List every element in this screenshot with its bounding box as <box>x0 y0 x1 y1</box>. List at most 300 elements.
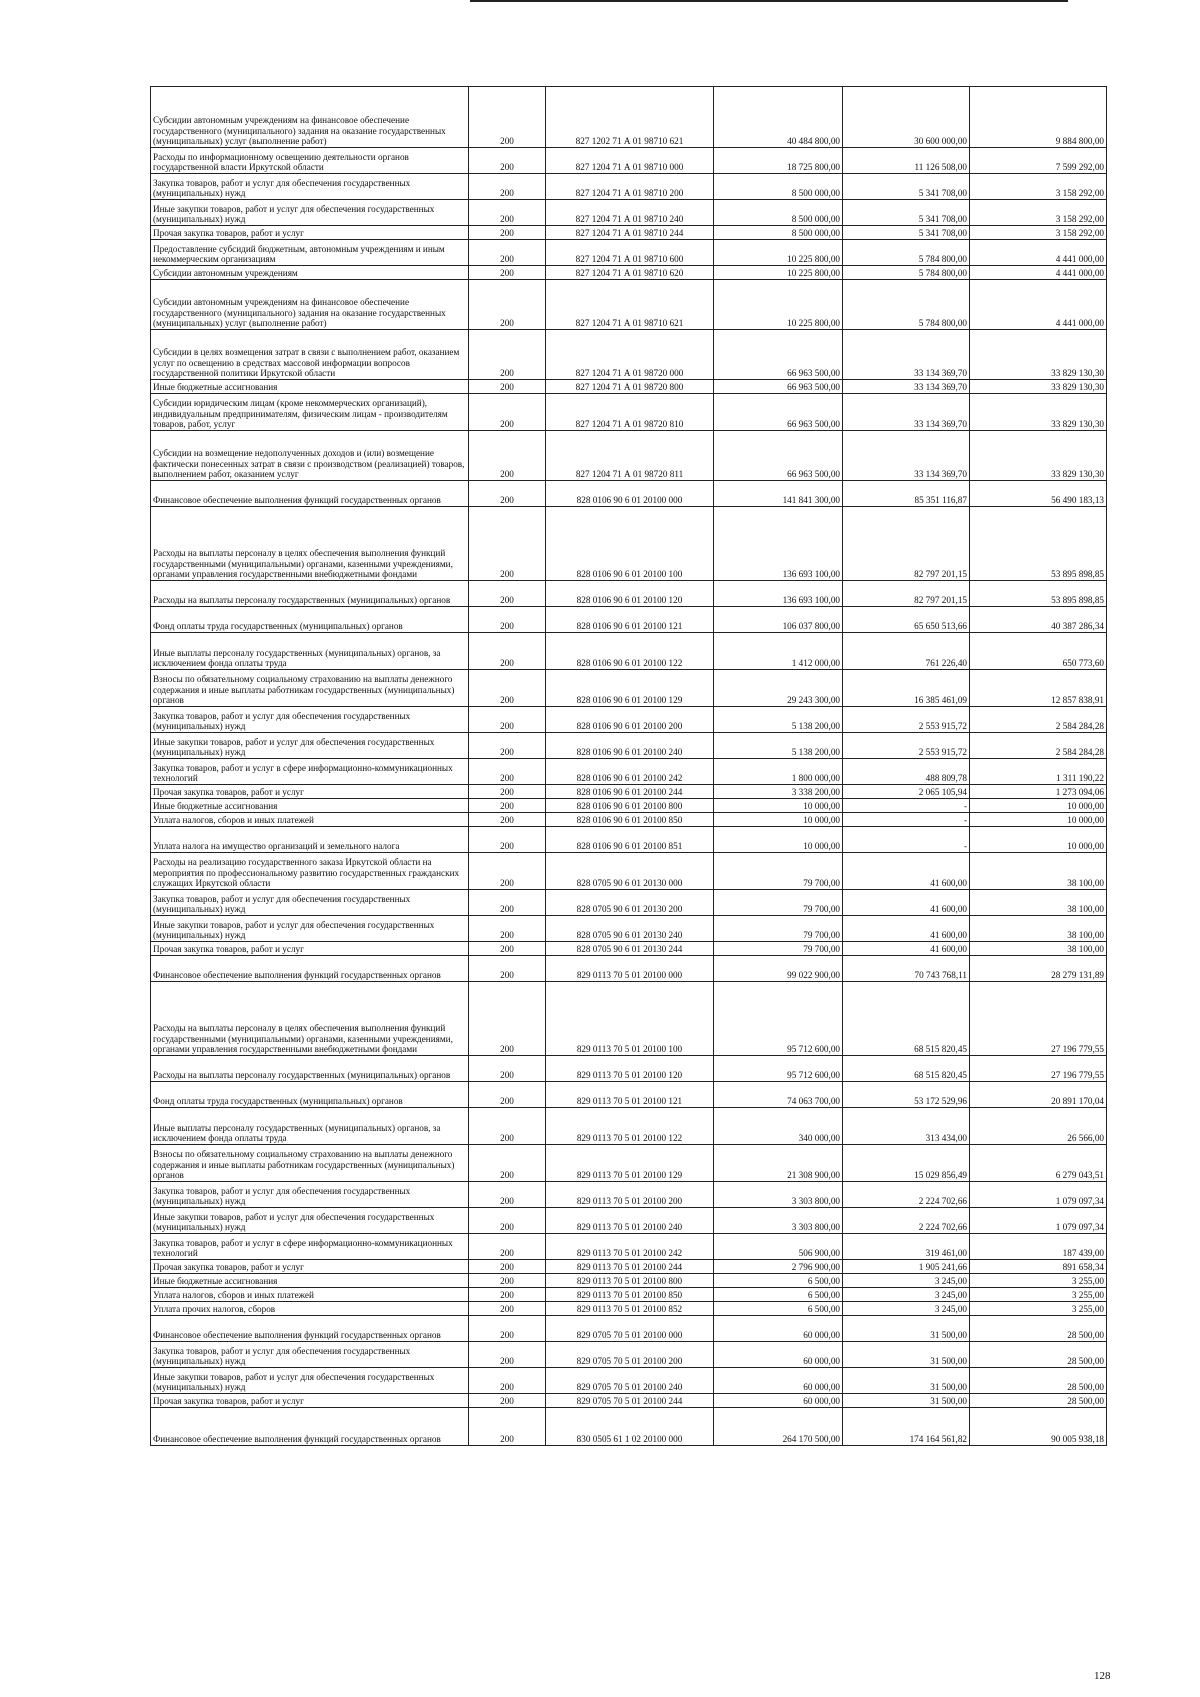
budget-classification-code-cell: 829 0705 70 5 01 20100 200 <box>546 1342 714 1368</box>
executed-amount-cell: 488 809,78 <box>843 759 970 785</box>
budget-classification-code-cell: 829 0705 70 5 01 20100 000 <box>546 1316 714 1342</box>
approved-amount-cell: 21 308 900,00 <box>714 1145 843 1182</box>
unexecuted-amount-cell: 1 311 190,22 <box>970 759 1107 785</box>
unexecuted-amount-cell: 3 158 292,00 <box>970 174 1107 200</box>
line-code-cell: 200 <box>469 200 546 226</box>
table-row <box>151 1408 1107 1446</box>
approved-amount-cell: 8 500 000,00 <box>714 174 843 200</box>
table-row <box>151 707 1107 733</box>
unexecuted-amount-cell: 53 895 898,85 <box>970 581 1107 607</box>
line-code-cell: 200 <box>469 330 546 380</box>
approved-amount-cell: 10 000,00 <box>714 827 843 853</box>
expense-name-cell: Иные закупки товаров, работ и услуг для обеспечения государственных (муниципальных) нужд <box>151 200 469 226</box>
expense-name-cell: Субсидии автономным учреждениям на финансовое обеспечение государственного (муниципального) задания на оказание государственных (муниципальных) услуг (выполнение работ) <box>151 87 469 148</box>
executed-amount-cell: 82 797 201,15 <box>843 581 970 607</box>
approved-amount-cell: 6 500,00 <box>714 1288 843 1302</box>
expense-name-cell: Фонд оплаты труда государственных (муниципальных) органов <box>151 1082 469 1108</box>
executed-amount-cell: - <box>843 813 970 827</box>
executed-amount-cell: 33 134 369,70 <box>843 394 970 431</box>
line-code-cell: 200 <box>469 1316 546 1342</box>
line-code-cell: 200 <box>469 1342 546 1368</box>
expense-name-cell: Расходы на реализацию государственного заказа Иркутской области на мероприятия по профессиональному развитию государственных гражданских служащих Иркутской области <box>151 853 469 890</box>
expense-name-cell: Расходы на выплаты персоналу в целях обеспечения выполнения функций государственными (муниципальными) органами, казенными учреждениями, органами управления государственными внебюджетными фондами <box>151 982 469 1056</box>
executed-amount-cell: 5 341 708,00 <box>843 226 970 240</box>
unexecuted-amount-cell: 4 441 000,00 <box>970 240 1107 266</box>
budget-classification-code-cell: 829 0113 70 5 01 20100 242 <box>546 1234 714 1260</box>
executed-amount-cell: 30 600 000,00 <box>843 87 970 148</box>
line-code-cell: 200 <box>469 733 546 759</box>
expense-name-cell: Фонд оплаты труда государственных (муниципальных) органов <box>151 607 469 633</box>
table-row <box>151 1108 1107 1145</box>
budget-classification-code-cell: 829 0113 70 5 01 20100 850 <box>546 1288 714 1302</box>
table-row <box>151 1082 1107 1108</box>
unexecuted-amount-cell: 1 079 097,34 <box>970 1182 1107 1208</box>
budget-classification-code-cell: 827 1204 71 А 01 98710 000 <box>546 148 714 174</box>
approved-amount-cell: 10 000,00 <box>714 799 843 813</box>
approved-amount-cell: 141 841 300,00 <box>714 481 843 507</box>
budget-classification-code-cell: 830 0505 61 1 02 20100 000 <box>546 1408 714 1446</box>
executed-amount-cell: 1 905 241,66 <box>843 1260 970 1274</box>
approved-amount-cell: 29 243 300,00 <box>714 670 843 707</box>
expense-name-cell: Финансовое обеспечение выполнения функций государственных органов <box>151 1316 469 1342</box>
executed-amount-cell: 31 500,00 <box>843 1394 970 1408</box>
executed-amount-cell: 761 226,40 <box>843 633 970 670</box>
table-row <box>151 380 1107 394</box>
budget-classification-code-cell: 827 1202 71 А 01 98710 621 <box>546 87 714 148</box>
executed-amount-cell: 5 784 800,00 <box>843 266 970 280</box>
unexecuted-amount-cell: 10 000,00 <box>970 799 1107 813</box>
approved-amount-cell: 5 138 200,00 <box>714 733 843 759</box>
budget-classification-code-cell: 829 0113 70 5 01 20100 000 <box>546 956 714 982</box>
expense-name-cell: Уплата налогов, сборов и иных платежей <box>151 1288 469 1302</box>
budget-classification-code-cell: 827 1204 71 А 01 98710 621 <box>546 280 714 330</box>
line-code-cell: 200 <box>469 581 546 607</box>
line-code-cell: 200 <box>469 240 546 266</box>
budget-classification-code-cell: 828 0106 90 6 01 20100 851 <box>546 827 714 853</box>
budget-classification-code-cell: 827 1204 71 А 01 98720 800 <box>546 380 714 394</box>
page-top-rule <box>470 0 1068 2</box>
expense-name-cell: Закупка товаров, работ и услуг для обеспечения государственных (муниципальных) нужд <box>151 890 469 916</box>
executed-amount-cell: - <box>843 799 970 813</box>
table-row <box>151 240 1107 266</box>
unexecuted-amount-cell: 650 773,60 <box>970 633 1107 670</box>
executed-amount-cell: 5 341 708,00 <box>843 174 970 200</box>
expense-name-cell: Прочая закупка товаров, работ и услуг <box>151 1394 469 1408</box>
expense-name-cell: Иные закупки товаров, работ и услуг для обеспечения государственных (муниципальных) нужд <box>151 1208 469 1234</box>
unexecuted-amount-cell: 53 895 898,85 <box>970 507 1107 581</box>
line-code-cell: 200 <box>469 431 546 481</box>
executed-amount-cell: 41 600,00 <box>843 942 970 956</box>
line-code-cell: 200 <box>469 799 546 813</box>
table-row <box>151 633 1107 670</box>
expense-name-cell: Финансовое обеспечение выполнения функций государственных органов <box>151 481 469 507</box>
executed-amount-cell: - <box>843 827 970 853</box>
table-row <box>151 1274 1107 1288</box>
expense-name-cell: Иные бюджетные ассигнования <box>151 380 469 394</box>
unexecuted-amount-cell: 6 279 043,51 <box>970 1145 1107 1182</box>
expense-name-cell: Субсидии на возмещение недополученных доходов и (или) возмещение фактически понесенных затрат в связи с производством (реализацией) товаров, выполнением работ, оказанием услуг <box>151 431 469 481</box>
unexecuted-amount-cell: 3 255,00 <box>970 1288 1107 1302</box>
unexecuted-amount-cell: 3 255,00 <box>970 1274 1107 1288</box>
budget-classification-code-cell: 829 0113 70 5 01 20100 244 <box>546 1260 714 1274</box>
line-code-cell: 200 <box>469 1302 546 1316</box>
executed-amount-cell: 2 553 915,72 <box>843 707 970 733</box>
expense-name-cell: Субсидии юридическим лицам (кроме некоммерческих организаций), индивидуальным предпринимателям, физическим лицам - производителям товаров, работ, услуг <box>151 394 469 431</box>
approved-amount-cell: 60 000,00 <box>714 1342 843 1368</box>
line-code-cell: 200 <box>469 707 546 733</box>
line-code-cell: 200 <box>469 1394 546 1408</box>
budget-classification-code-cell: 827 1204 71 А 01 98720 810 <box>546 394 714 431</box>
line-code-cell: 200 <box>469 266 546 280</box>
budget-classification-code-cell: 828 0106 90 6 01 20100 121 <box>546 607 714 633</box>
expense-name-cell: Прочая закупка товаров, работ и услуг <box>151 1260 469 1274</box>
table-row <box>151 890 1107 916</box>
expense-name-cell: Иные бюджетные ассигнования <box>151 799 469 813</box>
line-code-cell: 200 <box>469 1368 546 1394</box>
table-row <box>151 1056 1107 1082</box>
table-row <box>151 1182 1107 1208</box>
budget-classification-code-cell: 828 0705 90 6 01 20130 000 <box>546 853 714 890</box>
expense-name-cell: Расходы по информационному освещению деятельности органов государственной власти Иркутской области <box>151 148 469 174</box>
expense-name-cell: Расходы на выплаты персоналу в целях обеспечения выполнения функций государственными (муниципальными) органами, казенными учреждениями, органами управления государственными внебюджетными фондами <box>151 507 469 581</box>
approved-amount-cell: 10 225 800,00 <box>714 240 843 266</box>
expense-name-cell: Иные бюджетные ассигнования <box>151 1274 469 1288</box>
budget-classification-code-cell: 827 1204 71 А 01 98710 200 <box>546 174 714 200</box>
table-row <box>151 200 1107 226</box>
expense-name-cell: Уплата налога на имущество организаций и земельного налога <box>151 827 469 853</box>
executed-amount-cell: 68 515 820,45 <box>843 982 970 1056</box>
expense-name-cell: Иные выплаты персоналу государственных (муниципальных) органов, за исключением фонда оплаты труда <box>151 633 469 670</box>
line-code-cell: 200 <box>469 226 546 240</box>
budget-classification-code-cell: 827 1204 71 А 01 98710 600 <box>546 240 714 266</box>
line-code-cell: 200 <box>469 380 546 394</box>
expense-name-cell: Прочая закупка товаров, работ и услуг <box>151 785 469 799</box>
table-row <box>151 330 1107 380</box>
expense-name-cell: Взносы по обязательному социальному страхованию на выплаты денежного содержания и иные выплаты работникам государственных (муниципальных) органов <box>151 1145 469 1182</box>
budget-classification-code-cell: 829 0113 70 5 01 20100 200 <box>546 1182 714 1208</box>
unexecuted-amount-cell: 33 829 130,30 <box>970 394 1107 431</box>
line-code-cell: 200 <box>469 785 546 799</box>
budget-classification-code-cell: 828 0106 90 6 01 20100 244 <box>546 785 714 799</box>
executed-amount-cell: 5 341 708,00 <box>843 200 970 226</box>
unexecuted-amount-cell: 891 658,34 <box>970 1260 1107 1274</box>
approved-amount-cell: 136 693 100,00 <box>714 581 843 607</box>
executed-amount-cell: 5 784 800,00 <box>843 280 970 330</box>
approved-amount-cell: 60 000,00 <box>714 1368 843 1394</box>
table-row <box>151 916 1107 942</box>
approved-amount-cell: 18 725 800,00 <box>714 148 843 174</box>
approved-amount-cell: 95 712 600,00 <box>714 982 843 1056</box>
line-code-cell: 200 <box>469 1056 546 1082</box>
table-row <box>151 1302 1107 1316</box>
budget-classification-code-cell: 828 0106 90 6 01 20100 850 <box>546 813 714 827</box>
expense-name-cell: Закупка товаров, работ и услуг в сфере информационно-коммуникационных технологий <box>151 759 469 785</box>
executed-amount-cell: 33 134 369,70 <box>843 380 970 394</box>
line-code-cell: 200 <box>469 853 546 890</box>
expense-name-cell: Субсидии автономным учреждениям на финансовое обеспечение государственного (муниципального) задания на оказание государственных (муниципальных) услуг (выполнение работ) <box>151 280 469 330</box>
approved-amount-cell: 506 900,00 <box>714 1234 843 1260</box>
table-row <box>151 942 1107 956</box>
expense-name-cell: Финансовое обеспечение выполнения функций государственных органов <box>151 1408 469 1446</box>
budget-classification-code-cell: 829 0113 70 5 01 20100 240 <box>546 1208 714 1234</box>
executed-amount-cell: 2 065 105,94 <box>843 785 970 799</box>
approved-amount-cell: 1 800 000,00 <box>714 759 843 785</box>
line-code-cell: 200 <box>469 607 546 633</box>
unexecuted-amount-cell: 9 884 800,00 <box>970 87 1107 148</box>
line-code-cell: 200 <box>469 1208 546 1234</box>
budget-classification-code-cell: 829 0113 70 5 01 20100 129 <box>546 1145 714 1182</box>
executed-amount-cell: 41 600,00 <box>843 916 970 942</box>
approved-amount-cell: 99 022 900,00 <box>714 956 843 982</box>
approved-amount-cell: 66 963 500,00 <box>714 330 843 380</box>
approved-amount-cell: 2 796 900,00 <box>714 1260 843 1274</box>
budget-classification-code-cell: 827 1204 71 А 01 98710 240 <box>546 200 714 226</box>
approved-amount-cell: 79 700,00 <box>714 942 843 956</box>
budget-classification-code-cell: 828 0705 90 6 01 20130 200 <box>546 890 714 916</box>
unexecuted-amount-cell: 38 100,00 <box>970 853 1107 890</box>
approved-amount-cell: 60 000,00 <box>714 1316 843 1342</box>
table-row <box>151 853 1107 890</box>
approved-amount-cell: 66 963 500,00 <box>714 380 843 394</box>
expense-name-cell: Уплата прочих налогов, сборов <box>151 1302 469 1316</box>
unexecuted-amount-cell: 27 196 779,55 <box>970 982 1107 1056</box>
table-row <box>151 799 1107 813</box>
approved-amount-cell: 1 412 000,00 <box>714 633 843 670</box>
budget-classification-code-cell: 829 0705 70 5 01 20100 240 <box>546 1368 714 1394</box>
line-code-cell: 200 <box>469 759 546 785</box>
unexecuted-amount-cell: 38 100,00 <box>970 916 1107 942</box>
budget-classification-code-cell: 828 0705 90 6 01 20130 244 <box>546 942 714 956</box>
budget-classification-code-cell: 828 0106 90 6 01 20100 122 <box>546 633 714 670</box>
table-row <box>151 827 1107 853</box>
unexecuted-amount-cell: 20 891 170,04 <box>970 1082 1107 1108</box>
table-row <box>151 266 1107 280</box>
unexecuted-amount-cell: 90 005 938,18 <box>970 1408 1107 1446</box>
budget-classification-code-cell: 827 1204 71 А 01 98710 244 <box>546 226 714 240</box>
expense-name-cell: Закупка товаров, работ и услуг в сфере информационно-коммуникационных технологий <box>151 1234 469 1260</box>
unexecuted-amount-cell: 28 500,00 <box>970 1342 1107 1368</box>
expense-name-cell: Предоставление субсидий бюджетным, автономным учреждениям и иным некоммерческим организациям <box>151 240 469 266</box>
table-row <box>151 1145 1107 1182</box>
expense-name-cell: Субсидии в целях возмещения затрат в связи с выполнением работ, оказанием услуг по освещению в средствах массовой информации вопросов государственной политики Иркутской области <box>151 330 469 380</box>
line-code-cell: 200 <box>469 956 546 982</box>
unexecuted-amount-cell: 33 829 130,30 <box>970 431 1107 481</box>
line-code-cell: 200 <box>469 890 546 916</box>
budget-classification-code-cell: 828 0106 90 6 01 20100 000 <box>546 481 714 507</box>
expense-name-cell: Прочая закупка товаров, работ и услуг <box>151 942 469 956</box>
line-code-cell: 200 <box>469 1274 546 1288</box>
page-number: 128 <box>1094 1670 1111 1682</box>
expense-name-cell: Закупка товаров, работ и услуг для обеспечения государственных (муниципальных) нужд <box>151 174 469 200</box>
table-row <box>151 431 1107 481</box>
line-code-cell: 200 <box>469 174 546 200</box>
line-code-cell: 200 <box>469 982 546 1056</box>
budget-classification-code-cell: 829 0113 70 5 01 20100 852 <box>546 1302 714 1316</box>
budget-classification-code-cell: 828 0705 90 6 01 20130 240 <box>546 916 714 942</box>
approved-amount-cell: 40 484 800,00 <box>714 87 843 148</box>
executed-amount-cell: 33 134 369,70 <box>843 330 970 380</box>
table-row <box>151 733 1107 759</box>
unexecuted-amount-cell: 28 500,00 <box>970 1316 1107 1342</box>
executed-amount-cell: 5 784 800,00 <box>843 240 970 266</box>
expense-name-cell: Иные закупки товаров, работ и услуг для обеспечения государственных (муниципальных) нужд <box>151 916 469 942</box>
budget-classification-code-cell: 827 1204 71 А 01 98720 000 <box>546 330 714 380</box>
expense-name-cell: Расходы на выплаты персоналу государственных (муниципальных) органов <box>151 581 469 607</box>
executed-amount-cell: 65 650 513,66 <box>843 607 970 633</box>
unexecuted-amount-cell: 33 829 130,30 <box>970 380 1107 394</box>
budget-classification-code-cell: 829 0113 70 5 01 20100 800 <box>546 1274 714 1288</box>
executed-amount-cell: 2 553 915,72 <box>843 733 970 759</box>
executed-amount-cell: 16 385 461,09 <box>843 670 970 707</box>
approved-amount-cell: 79 700,00 <box>714 853 843 890</box>
unexecuted-amount-cell: 3 158 292,00 <box>970 226 1107 240</box>
table-row <box>151 1342 1107 1368</box>
table-row <box>151 481 1107 507</box>
approved-amount-cell: 10 225 800,00 <box>714 266 843 280</box>
table-row <box>151 507 1107 581</box>
line-code-cell: 200 <box>469 1145 546 1182</box>
line-code-cell: 200 <box>469 1108 546 1145</box>
expense-name-cell: Прочая закупка товаров, работ и услуг <box>151 226 469 240</box>
table-row <box>151 394 1107 431</box>
table-row <box>151 1368 1107 1394</box>
executed-amount-cell: 3 245,00 <box>843 1288 970 1302</box>
unexecuted-amount-cell: 3 255,00 <box>970 1302 1107 1316</box>
table-row <box>151 1316 1107 1342</box>
executed-amount-cell: 3 245,00 <box>843 1274 970 1288</box>
table-row <box>151 1394 1107 1408</box>
approved-amount-cell: 6 500,00 <box>714 1274 843 1288</box>
executed-amount-cell: 319 461,00 <box>843 1234 970 1260</box>
unexecuted-amount-cell: 2 584 284,28 <box>970 733 1107 759</box>
line-code-cell: 200 <box>469 916 546 942</box>
budget-classification-code-cell: 828 0106 90 6 01 20100 242 <box>546 759 714 785</box>
expense-name-cell: Иные закупки товаров, работ и услуг для обеспечения государственных (муниципальных) нужд <box>151 733 469 759</box>
line-code-cell: 200 <box>469 87 546 148</box>
executed-amount-cell: 33 134 369,70 <box>843 431 970 481</box>
unexecuted-amount-cell: 38 100,00 <box>970 890 1107 916</box>
executed-amount-cell: 41 600,00 <box>843 890 970 916</box>
executed-amount-cell: 11 126 508,00 <box>843 148 970 174</box>
budget-execution-table <box>150 86 1107 1446</box>
approved-amount-cell: 79 700,00 <box>714 916 843 942</box>
unexecuted-amount-cell: 12 857 838,91 <box>970 670 1107 707</box>
table-row <box>151 174 1107 200</box>
table-body <box>151 87 1107 1446</box>
budget-classification-code-cell: 828 0106 90 6 01 20100 100 <box>546 507 714 581</box>
budget-classification-code-cell: 828 0106 90 6 01 20100 800 <box>546 799 714 813</box>
unexecuted-amount-cell: 1 273 094,06 <box>970 785 1107 799</box>
executed-amount-cell: 3 245,00 <box>843 1302 970 1316</box>
table-row <box>151 1260 1107 1274</box>
table-row <box>151 982 1107 1056</box>
table-row <box>151 581 1107 607</box>
approved-amount-cell: 74 063 700,00 <box>714 1082 843 1108</box>
expense-name-cell: Иные выплаты персоналу государственных (муниципальных) органов, за исключением фонда оплаты труда <box>151 1108 469 1145</box>
approved-amount-cell: 95 712 600,00 <box>714 1056 843 1082</box>
unexecuted-amount-cell: 187 439,00 <box>970 1234 1107 1260</box>
approved-amount-cell: 136 693 100,00 <box>714 507 843 581</box>
approved-amount-cell: 66 963 500,00 <box>714 394 843 431</box>
executed-amount-cell: 15 029 856,49 <box>843 1145 970 1182</box>
line-code-cell: 200 <box>469 942 546 956</box>
table-row <box>151 1234 1107 1260</box>
budget-classification-code-cell: 829 0113 70 5 01 20100 121 <box>546 1082 714 1108</box>
table-row <box>151 759 1107 785</box>
unexecuted-amount-cell: 27 196 779,55 <box>970 1056 1107 1082</box>
approved-amount-cell: 79 700,00 <box>714 890 843 916</box>
unexecuted-amount-cell: 1 079 097,34 <box>970 1208 1107 1234</box>
budget-classification-code-cell: 829 0113 70 5 01 20100 122 <box>546 1108 714 1145</box>
budget-classification-code-cell: 827 1204 71 А 01 98710 620 <box>546 266 714 280</box>
line-code-cell: 200 <box>469 481 546 507</box>
approved-amount-cell: 60 000,00 <box>714 1394 843 1408</box>
table-row <box>151 87 1107 148</box>
approved-amount-cell: 3 303 800,00 <box>714 1182 843 1208</box>
table-row <box>151 670 1107 707</box>
expense-name-cell: Расходы на выплаты персоналу государственных (муниципальных) органов <box>151 1056 469 1082</box>
expense-name-cell: Закупка товаров, работ и услуг для обеспечения государственных (муниципальных) нужд <box>151 707 469 733</box>
executed-amount-cell: 53 172 529,96 <box>843 1082 970 1108</box>
table-row <box>151 226 1107 240</box>
approved-amount-cell: 8 500 000,00 <box>714 200 843 226</box>
unexecuted-amount-cell: 40 387 286,34 <box>970 607 1107 633</box>
approved-amount-cell: 264 170 500,00 <box>714 1408 843 1446</box>
table-row <box>151 280 1107 330</box>
budget-classification-code-cell: 828 0106 90 6 01 20100 120 <box>546 581 714 607</box>
executed-amount-cell: 313 434,00 <box>843 1108 970 1145</box>
table-row <box>151 1288 1107 1302</box>
unexecuted-amount-cell: 2 584 284,28 <box>970 707 1107 733</box>
approved-amount-cell: 5 138 200,00 <box>714 707 843 733</box>
unexecuted-amount-cell: 28 500,00 <box>970 1368 1107 1394</box>
line-code-cell: 200 <box>469 1288 546 1302</box>
approved-amount-cell: 10 000,00 <box>714 813 843 827</box>
table-row <box>151 1208 1107 1234</box>
unexecuted-amount-cell: 10 000,00 <box>970 827 1107 853</box>
line-code-cell: 200 <box>469 1260 546 1274</box>
line-code-cell: 200 <box>469 633 546 670</box>
expense-name-cell: Финансовое обеспечение выполнения функций государственных органов <box>151 956 469 982</box>
line-code-cell: 200 <box>469 1182 546 1208</box>
table-row <box>151 148 1107 174</box>
unexecuted-amount-cell: 38 100,00 <box>970 942 1107 956</box>
budget-classification-code-cell: 828 0106 90 6 01 20100 200 <box>546 707 714 733</box>
unexecuted-amount-cell: 56 490 183,13 <box>970 481 1107 507</box>
approved-amount-cell: 6 500,00 <box>714 1302 843 1316</box>
budget-classification-code-cell: 829 0113 70 5 01 20100 120 <box>546 1056 714 1082</box>
table-row <box>151 607 1107 633</box>
table-row <box>151 813 1107 827</box>
executed-amount-cell: 82 797 201,15 <box>843 507 970 581</box>
unexecuted-amount-cell: 7 599 292,00 <box>970 148 1107 174</box>
budget-classification-code-cell: 827 1204 71 А 01 98720 811 <box>546 431 714 481</box>
approved-amount-cell: 10 225 800,00 <box>714 280 843 330</box>
unexecuted-amount-cell: 33 829 130,30 <box>970 330 1107 380</box>
expense-name-cell: Закупка товаров, работ и услуг для обеспечения государственных (муниципальных) нужд <box>151 1182 469 1208</box>
unexecuted-amount-cell: 4 441 000,00 <box>970 266 1107 280</box>
approved-amount-cell: 66 963 500,00 <box>714 431 843 481</box>
expense-name-cell: Субсидии автономным учреждениям <box>151 266 469 280</box>
line-code-cell: 200 <box>469 1408 546 1446</box>
unexecuted-amount-cell: 10 000,00 <box>970 813 1107 827</box>
executed-amount-cell: 41 600,00 <box>843 853 970 890</box>
executed-amount-cell: 68 515 820,45 <box>843 1056 970 1082</box>
executed-amount-cell: 70 743 768,11 <box>843 956 970 982</box>
budget-classification-code-cell: 829 0705 70 5 01 20100 244 <box>546 1394 714 1408</box>
approved-amount-cell: 106 037 800,00 <box>714 607 843 633</box>
line-code-cell: 200 <box>469 280 546 330</box>
